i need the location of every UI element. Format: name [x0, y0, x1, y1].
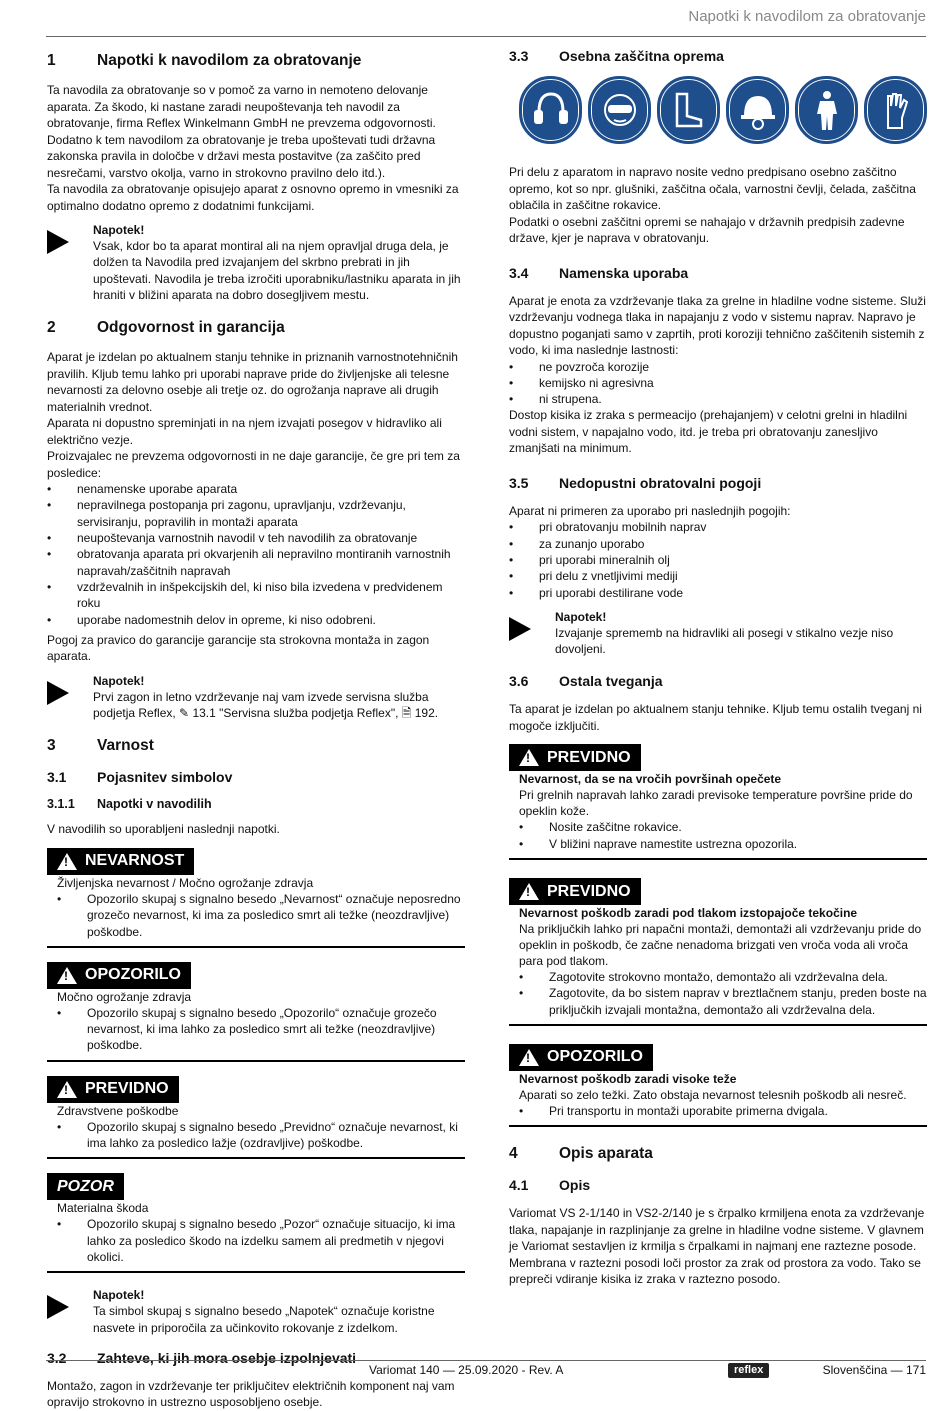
section-3-6-heading	[509, 673, 927, 689]
footer-page-number: Slovenščina — 171	[822, 1363, 926, 1377]
section-title: Ostala tveganja	[559, 673, 663, 690]
warning-subtitle: Zdravstvene poškodbe	[57, 1103, 179, 1118]
warning-subtitle: Nevarnost poškodb zaradi visoke teže	[519, 1071, 737, 1086]
caution-badge	[509, 744, 641, 771]
arrow-icon	[47, 1287, 93, 1336]
list-item: • pri uporabi destilirane vode	[509, 585, 927, 601]
arrow-icon	[509, 609, 555, 658]
section-title: Pojasnitev simbolov	[97, 769, 233, 786]
note-text: Prvi zagon in letno vzdrževanje naj vam izvede servisna služba podjetja Reflex, ✎ 13.1 "Servisna služba podjetja Reflex", 🗎 192.	[93, 689, 439, 721]
list-item: • za zunanjo uporabo	[509, 536, 927, 552]
warning-subtitle: Življenjska nevarnost / Močno ogrožanje zdravja	[57, 875, 314, 890]
note-text: Vsak, kdor bo ta aparat montiral ali na njem opravljal druga dela, je dolžen ta Navodila pred izvajanjem del skrbno prebrati in jih upoštevati. Navodila je treba izročiti uporabniku/lastniku aparata in jih hraniti v bližini aparata na dobro dosegljivem mestu.	[93, 239, 461, 302]
badge-label: POZOR	[57, 1177, 114, 1195]
warning-triangle-icon	[57, 1081, 77, 1098]
section-3-4-heading	[509, 265, 927, 281]
list-item: • Opozorilo skupaj s signalno besedo „Nevarnost“ označuje neposredno grozečo nevarnost, ki ima za posledico smrt ali težke (neozdravljive) poškodbe.	[57, 891, 465, 940]
section-title: Osebna zaščitna oprema	[559, 48, 724, 64]
paragraph: Aparat je enota za vzdrževanje tlaka za grelne in hladilne vodne sisteme. Služi vzdrževanju vodnega tlaka in napajanju z vodo v sistemu naprav. Napravo je dopustno poganjati samo v zaprtih, proti koroziji tehnično zaščitenih sistemih z vodo, ki ima naslednje lastnosti:	[509, 293, 926, 357]
paragraph: Proizvajalec ne prevzema odgovornosti in ne daje garancije, če gre pri tem za posledice:	[47, 449, 460, 480]
section-title: Nedopustni obratovalni pogoji	[559, 474, 762, 491]
section-title: Varnost	[97, 737, 154, 755]
section-title: Opis aparata	[559, 1145, 653, 1163]
warning-block	[47, 1103, 465, 1160]
section-title: Napotki k navodilom za obratovanje	[97, 52, 362, 69]
caution-badge	[509, 878, 641, 905]
section-number: 3.4	[509, 264, 529, 281]
section-number: 2	[47, 319, 56, 337]
badge-label: PREVIDNO	[547, 748, 631, 766]
helmet-icon	[726, 76, 789, 144]
note-title: Napotek!	[93, 673, 145, 688]
section-3-heading	[47, 737, 465, 755]
arrow-icon	[47, 673, 93, 722]
section-title: Namenska uporaba	[559, 264, 689, 281]
warning-badge	[47, 962, 191, 989]
section-3-3-heading	[509, 48, 927, 64]
reflex-logo: reflex	[728, 1363, 769, 1378]
paragraph: V navodilih so uporabljeni naslednji napotki.	[47, 822, 280, 837]
note-box	[509, 609, 927, 658]
list-item: • Pri transportu in montaži uporabite primerna dvigala.	[519, 1103, 927, 1119]
warning-subtitle: Nevarnost poškodb zaradi pod tlakom izstopajoče tekočine	[519, 906, 858, 921]
section-3-1-1-heading	[47, 797, 465, 811]
section-number: 4.1	[509, 1177, 529, 1194]
badge-label: NEVARNOST	[85, 852, 185, 870]
list-item: • uporabe nadomestnih delov in opreme, ki niso odobreni.	[47, 612, 465, 628]
list-item: • pri delu z vnetljivimi mediji	[509, 568, 927, 584]
note-box	[47, 222, 465, 303]
header-divider	[46, 36, 926, 37]
note-text: Ta simbol skupaj s signalno besedo „Napotek“ označuje koristne nasvete in priporočila za učinkovito rokovanje z izdelkom.	[93, 1304, 435, 1335]
section-number: 1	[47, 52, 56, 69]
list-item: • Nosite zaščitne rokavice.	[519, 819, 927, 835]
warning-triangle-icon	[519, 883, 539, 900]
section-number: 3.1.1	[47, 797, 75, 812]
section-title: Opis	[559, 1177, 591, 1194]
section-4-1-heading	[509, 1177, 927, 1193]
list-item: • pri uporabi mineralnih olj	[509, 552, 927, 568]
note-title: Napotek!	[93, 223, 145, 237]
danger-badge	[47, 848, 194, 875]
list-item: • Opozorilo skupaj s signalno besedo „Opozorilo“ označuje grozečo nevarnost, ki ima lahko za posledico smrt ali težke (neozdravljive) poškodbe.	[57, 1005, 465, 1054]
safety-shoes-icon	[657, 76, 720, 144]
warning-triangle-icon	[57, 967, 77, 984]
paragraph: Variomat VS 2-1/140 in VS2-2/140 je s črpalko krmiljena enota za vzdrževanje tlaka, napajanje in razplinjanje za grelne in hladilne vodne sisteme. V glavnem je Variomat sestavljen iz krmilja s črpalkami in najmanj ene raztezne posode. Membrana v raztezni posodi loči prostor za zrak od prostora za vodo. Tako se prepreči vdiranje kisika iz zraka v raztezno posodo.	[509, 1206, 925, 1287]
list-item: • kemijsko ni agresivna	[509, 375, 927, 391]
right-column	[509, 48, 927, 1288]
warning-text: Aparati so zelo težki. Zato obstaja nevarnost telesnih poškodb ali nesreč.	[519, 1087, 907, 1102]
paragraph: Aparat je izdelan po aktualnem stanju tehnike in priznanih varnostnotehničnih pravilih. Kljub temu lahko pri uporabi naprave pride do življenjske ali telesne nevarnosti za delovno osebje ali tretje oz. do ogrožanja naprave ali drugih materialnih vrednot.	[47, 350, 458, 414]
paragraph: Dostop kisika iz zraka s permeacijo (prehajanjem) v celotni grelni in hladilni vodni sistem, v napajalno vodo, itd. je treba pri obratovanju zanesljivo zmanjšati na minimum.	[509, 408, 908, 456]
ear-protection-icon	[519, 76, 582, 144]
section-2-heading	[47, 319, 465, 337]
paragraph: Montažo, zagon in vzdrževanje ter priključitev električnih komponent naj vam opravijo strokovno in ustrezno usposobljeno osebje.	[47, 1378, 455, 1410]
safety-glasses-icon	[588, 76, 651, 144]
paragraph: Aparat ni primeren za uporabo pri naslednjih pogojih:	[509, 503, 791, 518]
paragraph: Ta navodila za obratovanje opisujejo aparat z osnovno opremo in vmesniki za optimalno dodatno opremo z dodatnimi funkcijami.	[47, 182, 459, 213]
list-item: • neupoštevanja varnostnih navodil v teh navodilih za obratovanje	[47, 530, 465, 546]
paragraph: Pogoj za pravico do garancije garancije sta strokovna montaža in zagon aparata.	[47, 632, 430, 664]
list-item: • nepravilnega postopanja pri zagonu, upravljanju, vzdrževanju, servisiranju, popravilih in montaži aparata	[47, 497, 465, 530]
warning-text: Pri grelnih napravah lahko zaradi previsoke temperature površine pride do opeklin kože.	[519, 788, 913, 819]
badge-label: OPOZORILO	[547, 1048, 643, 1066]
list-item: • Opozorilo skupaj s signalno besedo „Previdno“ označuje nevarnost, ki ima lahko za posledico lažje (ozdravljive) poškodbe.	[57, 1119, 465, 1152]
list-item: • obratovanja aparata pri okvarjenih ali nepravilno montiranih varnostnih napravah/zaščitnih napravah	[47, 546, 465, 579]
paragraph: Aparata ni dopustno spreminjati in na njem izvajati posegov v hidravliko ali električno vezje.	[47, 416, 442, 447]
badge-label: OPOZORILO	[85, 966, 181, 984]
warning-block	[509, 771, 927, 860]
footer-divider	[46, 1360, 926, 1361]
caution-badge	[47, 1076, 179, 1103]
section-3-1-heading	[47, 769, 465, 785]
section-3-5-heading	[509, 475, 927, 491]
section-title: Zahteve, ki jih mora osebje izpolnjevati	[97, 1349, 357, 1366]
section-number: 3.3	[509, 48, 529, 64]
paragraph: Ta navodila za obratovanje so v pomoč za varno in nemoteno delovanje aparata. Za škodo, ki nastane zaradi neupoštevanja teh navodil za obratovanje, firma Reflex Winkelmann GmbH ne prevzema odgovornosti. Dodatno k tem navodilom za obratovanje je treba upoštevati tudi državna zakonska pravila in določbe v državi mesta postavitve (za zaščito pred nesrečami, varstvo okolja, varno in strokovno pravilno delo itd.).	[47, 83, 436, 180]
section-number: 3	[47, 737, 56, 755]
warning-block	[47, 875, 465, 948]
liability-list	[47, 481, 465, 628]
note-text: Izvajanje sprememb na hidravliki ali posegi v stikalno vezje niso dovoljeni.	[555, 625, 894, 657]
section-number: 4	[509, 1145, 518, 1163]
list-item: • nenamenske uporabe aparata	[47, 481, 465, 497]
warning-subtitle: Nevarnost, da se na vročih površinah opečete	[519, 772, 782, 787]
badge-label: PREVIDNO	[85, 1080, 169, 1098]
notice-badge	[47, 1173, 124, 1200]
note-title: Napotek!	[93, 1288, 145, 1303]
warning-subtitle: Močno ogrožanje zdravja	[57, 989, 192, 1004]
warning-triangle-icon	[519, 749, 539, 766]
warning-triangle-icon	[519, 1049, 539, 1066]
section-number: 3.1	[47, 769, 67, 786]
note-box	[47, 1287, 465, 1336]
warning-block	[509, 1071, 927, 1127]
warning-block	[509, 905, 927, 1026]
paragraph: Ta aparat je izdelan po aktualnem stanju tehnike. Kljub temu ostalih tveganj ni mogoče izključiti.	[509, 702, 922, 733]
paragraph: Pri delu z aparatom in napravo nosite vedno predpisano osebno zaščitno opremo, kot so npr. glušniki, zaščitna očala, varnostni čevlji, čelada, zaščitna oblačila in zaščitne rokavice.	[509, 165, 916, 212]
warning-block	[47, 1200, 465, 1273]
warning-subtitle: Materialna škoda	[57, 1201, 149, 1216]
warning-block	[47, 989, 465, 1062]
footer-document-info: Variomat 140 — 25.09.2020 - Rev. A	[369, 1363, 564, 1377]
section-number: 3.2	[47, 1349, 67, 1366]
list-item: • vzdrževalnih in inšpekcijskih del, ki niso bila izvedena v predvidenem roku	[47, 579, 465, 612]
warning-text: Na priključkih lahko pri napačni montaži, demontaži ali vzdrževanju pride do opeklin in poškodb, če začne nenadoma brizgati ven vroča voda ali vroča para pod tlakom.	[519, 922, 922, 969]
section-title: Napotki v navodilih	[97, 797, 212, 812]
paragraph: Podatki o osebni zaščitni opremi se nahajajo v državnih predpisih zadevne države, kjer je naprava v obratovanju.	[509, 214, 905, 245]
badge-label: PREVIDNO	[547, 882, 631, 900]
protective-clothing-icon	[795, 76, 858, 144]
list-item: • Zagotovite strokovno montažo, demontažo ali vzdrževalna dela.	[519, 969, 927, 985]
list-item: • Zagotovite, da bo sistem naprav v breztlačnem stanju, preden boste na priključkih izvajali montažna, demontažo ali vzdrževalna dela.	[519, 985, 927, 1018]
arrow-icon	[47, 222, 93, 303]
warning-badge	[509, 1044, 653, 1071]
gloves-icon	[864, 76, 927, 144]
list-item: • ne povzroča korozije	[509, 359, 927, 375]
warning-triangle-icon	[57, 853, 77, 870]
section-number: 3.6	[509, 673, 529, 690]
list-item: • ni strupena.	[509, 391, 927, 407]
section-number: 3.5	[509, 474, 529, 491]
prohibited-conditions-list	[509, 519, 927, 600]
page-header-title: Napotki k navodilom za obratovanje	[688, 8, 926, 25]
list-item: • V bližini naprave namestite ustrezna opozorila.	[519, 836, 927, 852]
section-1-heading	[47, 52, 465, 70]
section-4-heading	[509, 1145, 927, 1163]
note-box	[47, 673, 465, 722]
note-title: Napotek!	[555, 609, 607, 624]
ppe-icons	[519, 76, 927, 144]
list-item: • pri obratovanju mobilnih naprav	[509, 519, 927, 535]
section-title: Odgovornost in garancija	[97, 319, 285, 337]
list-item: • Opozorilo skupaj s signalno besedo „Pozor“ označuje situacijo, ki ima lahko za posledico škodo na izdelku samem ali predmetih v njegovi okolici.	[57, 1216, 465, 1265]
water-properties-list	[509, 359, 927, 408]
left-column	[47, 48, 465, 1411]
